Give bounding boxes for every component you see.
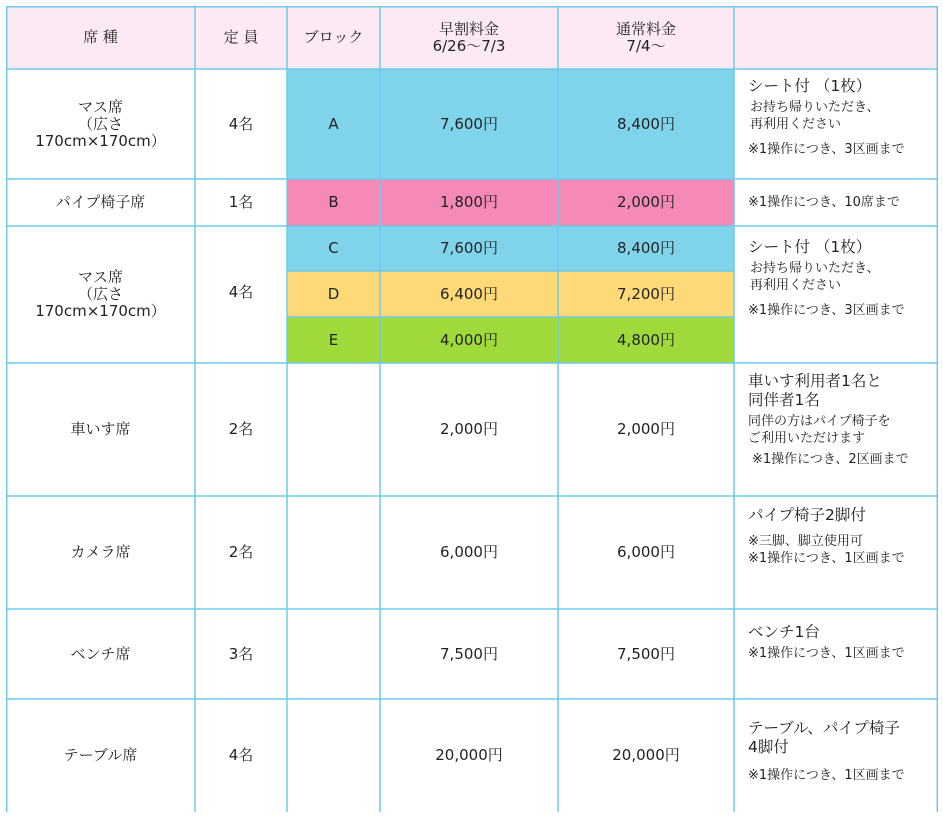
header-regular-price — [558, 6, 734, 69]
row-bench-note — [734, 609, 938, 699]
row-camera-note — [734, 496, 938, 609]
row-wheelchair-regular — [558, 363, 734, 496]
block-d — [287, 271, 380, 317]
early-price-value: 1,800円 — [440, 193, 498, 211]
row-wheelchair-block — [287, 363, 380, 496]
note-title: パイプ椅子2脚付 — [748, 506, 866, 524]
note-limit: ※1操作につき、1区画まで — [748, 551, 905, 566]
row-masu-a-note — [734, 69, 938, 179]
row-pipe-chair-note — [734, 179, 938, 226]
capacity-value: 3名 — [228, 644, 254, 663]
block-label: D — [327, 284, 340, 303]
block-c-early — [380, 226, 558, 271]
early-price-value: 7,600円 — [440, 114, 498, 133]
row-bench-capacity — [195, 609, 287, 699]
header-notes — [734, 6, 938, 69]
early-price-value: 7,500円 — [440, 644, 498, 663]
block-c — [287, 226, 380, 271]
row-table-note — [734, 699, 938, 812]
header-block-label: ブロック — [303, 28, 364, 46]
seat-name: マス席 — [77, 268, 123, 286]
block-b-regular — [558, 179, 734, 226]
note-title: シート付 （1枚） — [748, 77, 872, 95]
row-wheelchair-capacity — [195, 363, 287, 496]
capacity-value: 2名 — [228, 543, 254, 561]
early-price-value: 7,600円 — [440, 239, 498, 257]
row-masu-a-capacity — [195, 69, 287, 179]
row-wheelchair-note — [734, 363, 938, 496]
header-capacity-label: 定 員 — [223, 28, 259, 46]
row-pipe-chair-capacity — [195, 179, 287, 226]
regular-price-value: 8,400円 — [617, 239, 675, 257]
row-masu-a-seat — [6, 69, 195, 179]
row-table-seat — [6, 699, 195, 812]
early-price-value: 2,000円 — [440, 420, 498, 438]
header-capacity — [195, 6, 287, 69]
seat-name: ベンチ席 — [70, 644, 131, 663]
block-c-regular — [558, 226, 734, 271]
header-regular-price-period: 7/4〜 — [626, 36, 666, 55]
regular-price-value: 20,000円 — [612, 746, 680, 764]
early-price-value: 20,000円 — [435, 746, 503, 764]
row-camera-capacity — [195, 496, 287, 609]
row-wheelchair-early — [380, 363, 558, 496]
block-e — [287, 317, 380, 363]
block-d-early — [380, 271, 558, 317]
note-line: お持ち帰りいただき、 — [750, 261, 880, 276]
seat-name: 車いす席 — [70, 420, 131, 438]
header-block — [287, 6, 380, 69]
block-d-regular — [558, 271, 734, 317]
note-limit: ※1操作につき、2区画まで — [752, 452, 909, 467]
header-early-price-title: 早割料金 — [438, 19, 499, 38]
seat-size-label: （広さ — [77, 285, 123, 303]
note-line: 同伴の方はパイプ椅子を — [748, 414, 891, 429]
row-bench-block — [287, 609, 380, 699]
note-title: 4脚付 — [748, 738, 789, 756]
block-e-regular — [558, 317, 734, 363]
block-label: E — [328, 330, 339, 349]
block-b — [287, 179, 380, 226]
block-e-early — [380, 317, 558, 363]
header-early-price-period: 6/26〜7/3 — [432, 36, 506, 55]
row-table-capacity — [195, 699, 287, 812]
capacity-value: 4名 — [228, 746, 254, 764]
note-limit: ※1操作につき、1区画まで — [748, 646, 905, 661]
seat-name: パイプ椅子席 — [55, 193, 146, 211]
note-line: 再利用ください — [750, 117, 842, 132]
note-title: 車いす利用者1名と — [748, 372, 882, 390]
seat-size-label: （広さ — [77, 114, 123, 133]
block-label: A — [328, 114, 339, 133]
note-limit: ※1操作につき、1区画まで — [748, 768, 905, 783]
row-bench-regular — [558, 609, 734, 699]
capacity-value: 4名 — [228, 114, 254, 133]
note-limit: ※1操作につき、10席まで — [748, 195, 900, 210]
row-wheelchair-seat — [6, 363, 195, 496]
seat-name: テーブル席 — [63, 746, 138, 764]
note-limit: ※1操作につき、3区画まで — [748, 303, 905, 318]
regular-price-value: 7,500円 — [617, 644, 675, 663]
row-camera-block — [287, 496, 380, 609]
capacity-value: 1名 — [228, 193, 254, 211]
regular-price-value: 2,000円 — [617, 193, 675, 211]
block-b-early — [380, 179, 558, 226]
seat-size: 170cm×170cm） — [35, 131, 166, 150]
seat-size: 170cm×170cm） — [35, 302, 166, 320]
header-seat-type-label: 席 種 — [83, 28, 118, 46]
row-bench-seat — [6, 609, 195, 699]
row-masu-cde-capacity — [195, 226, 287, 363]
row-camera-seat — [6, 496, 195, 609]
seat-name: カメラ席 — [70, 543, 131, 561]
price-table — [6, 6, 938, 812]
regular-price-value: 2,000円 — [617, 420, 675, 438]
row-table-block — [287, 699, 380, 812]
note-line: ご利用いただけます — [748, 431, 866, 446]
note-title: 同伴者1名 — [748, 391, 820, 409]
note-limit: ※1操作につき、3区画まで — [748, 142, 905, 157]
note-line: お持ち帰りいただき、 — [750, 100, 880, 115]
row-camera-regular — [558, 496, 734, 609]
header-early-price — [380, 6, 558, 69]
note-title: ベンチ1台 — [748, 623, 820, 641]
regular-price-value: 6,000円 — [617, 543, 675, 561]
block-a — [287, 69, 380, 179]
note-title: シート付 （1枚） — [748, 238, 872, 256]
row-bench-early — [380, 609, 558, 699]
header-regular-price-title: 通常料金 — [615, 19, 676, 38]
early-price-value: 6,000円 — [440, 543, 498, 561]
row-pipe-chair-seat — [6, 179, 195, 226]
note-title: テーブル、パイプ椅子 — [748, 719, 900, 737]
row-camera-early — [380, 496, 558, 609]
early-price-value: 6,400円 — [440, 284, 498, 303]
row-masu-cde-seat — [6, 226, 195, 363]
block-label: C — [328, 239, 339, 257]
capacity-value: 4名 — [228, 283, 254, 301]
row-masu-cde-note — [734, 226, 938, 363]
block-a-early — [380, 69, 558, 179]
block-label: B — [328, 193, 339, 211]
note-line: 再利用ください — [750, 278, 842, 293]
regular-price-value: 7,200円 — [617, 284, 675, 303]
early-price-value: 4,000円 — [440, 330, 498, 349]
seat-name: マス席 — [77, 97, 123, 116]
block-a-regular — [558, 69, 734, 179]
regular-price-value: 8,400円 — [617, 114, 675, 133]
capacity-value: 2名 — [228, 420, 254, 438]
regular-price-value: 4,800円 — [617, 330, 675, 349]
row-table-regular — [558, 699, 734, 812]
row-table-early — [380, 699, 558, 812]
note-line: ※三脚、脚立使用可 — [748, 534, 863, 549]
header-seat-type — [6, 6, 195, 69]
